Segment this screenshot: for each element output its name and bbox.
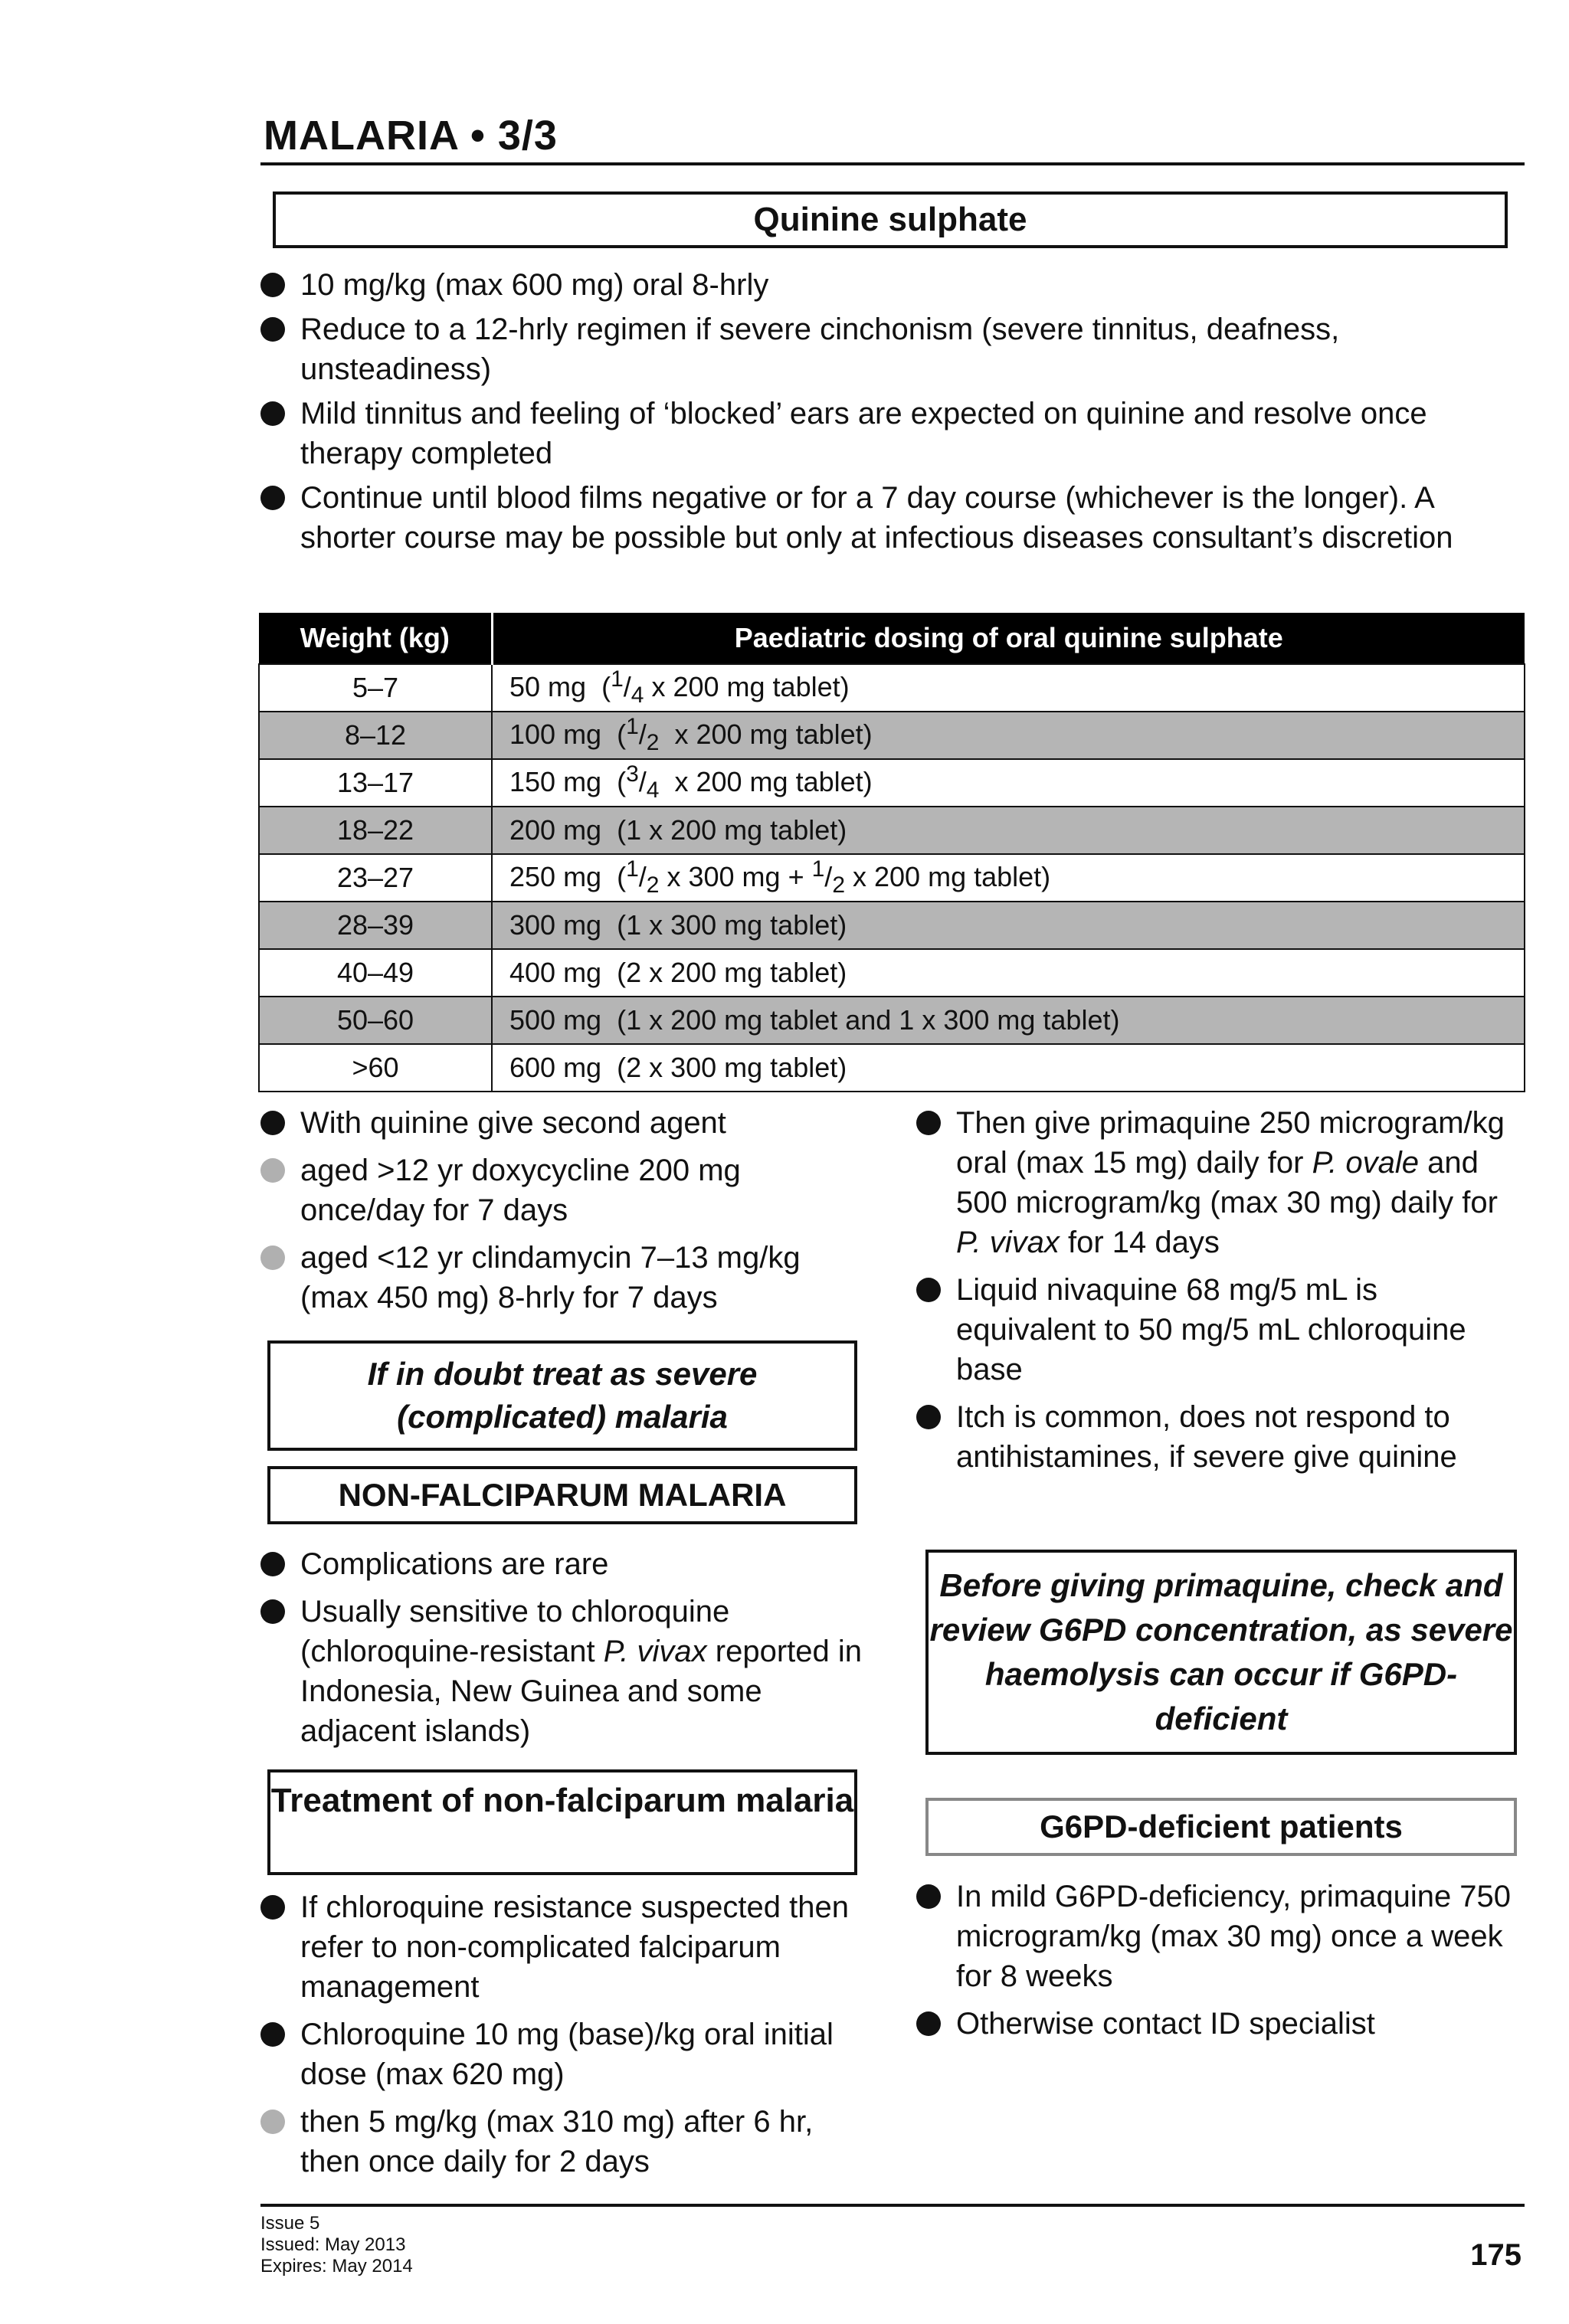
list-item: Complications are rare	[260, 1544, 866, 1584]
second-agent-list	[260, 1103, 866, 1317]
non-falciparum-list	[260, 1544, 866, 1751]
weight-cell: 5–7	[259, 664, 492, 712]
table-row	[259, 712, 1525, 759]
list-item: In mild G6PD-deficiency, primaquine 750 microgram/kg (max 30 mg) once a week for 8 weeks	[916, 1877, 1522, 1996]
g6pd-list	[916, 1877, 1522, 2044]
quinine-heading-box	[273, 191, 1508, 248]
weight-cell: 28–39	[259, 902, 492, 949]
table-row	[259, 664, 1525, 712]
weight-cell: 23–27	[259, 854, 492, 902]
weight-cell: 13–17	[259, 759, 492, 807]
table-header-row	[259, 613, 1525, 664]
treatment-list	[260, 1887, 866, 2182]
doubt-warning-box	[267, 1340, 857, 1451]
dose-cell: 500 mg (1 x 200 mg tablet and 1 x 300 mg tablet)	[492, 997, 1525, 1044]
dose-cell: 150 mg ($^3/_4$ x 200 mg tablet)	[492, 759, 1525, 807]
g6pd-warning-text: Before giving primaquine, check and review G6PD concentration, as severe haemolysis can occur if G6PD-deficient	[929, 1567, 1513, 1736]
table-row	[259, 1044, 1525, 1092]
list-item: then 5 mg/kg (max 310 mg) after 6 hr, then once daily for 2 days	[260, 2102, 866, 2182]
footer-meta	[260, 2213, 413, 2277]
list-item: aged <12 yr clindamycin 7–13 mg/kg (max 450 mg) 8-hrly for 7 days	[260, 1238, 866, 1317]
page-number: 175	[1470, 2238, 1522, 2272]
dose-cell: 100 mg ($^1/_2$ x 200 mg tablet)	[492, 712, 1525, 759]
dose-cell: 200 mg (1 x 200 mg tablet)	[492, 807, 1525, 854]
list-item: Reduce to a 12-hrly regimen if severe cinchonism (severe tinnitus, deafness, unsteadiness)	[260, 309, 1525, 389]
weight-cell: 40–49	[259, 949, 492, 997]
footer-divider	[260, 2204, 1525, 2207]
list-item: With quinine give second agent	[260, 1103, 866, 1143]
table-row	[259, 759, 1525, 807]
g6pd-warning-box	[925, 1550, 1517, 1755]
table-row	[259, 997, 1525, 1044]
dose-cell: 400 mg (2 x 200 mg tablet)	[492, 949, 1525, 997]
treatment-heading-box	[267, 1769, 857, 1875]
issued-date: Issued: May 2013	[260, 2234, 406, 2255]
table-row	[259, 949, 1525, 997]
quinine-heading: Quinine sulphate	[753, 201, 1027, 238]
quinine-bullet-list	[260, 265, 1525, 558]
treatment-heading: Treatment of non-falciparum malaria	[270, 1782, 854, 1819]
page-title: MALARIA • 3/3	[264, 113, 558, 159]
paediatric-dosing-table	[258, 613, 1525, 1092]
dose-cell: 250 mg ($^1/_2$ x 300 mg + $^1/_2$ x 200 mg tablet)	[492, 854, 1525, 902]
weight-column-header: Weight (kg)	[259, 613, 492, 664]
weight-cell: 50–60	[259, 997, 492, 1044]
list-item: Liquid nivaquine 68 mg/5 mL is equivalent to 50 mg/5 mL chloroquine base	[916, 1270, 1522, 1389]
weight-cell: >60	[259, 1044, 492, 1092]
list-item: Then give primaquine 250 microgram/kg oral (max 15 mg) daily for P. ovale and 500 microgram/kg (max 30 mg) daily for P. vivax for 14 days	[916, 1103, 1522, 1262]
list-item: If chloroquine resistance suspected then refer to non-complicated falciparum management	[260, 1887, 866, 2007]
non-falciparum-heading: NON-FALCIPARUM MALARIA	[338, 1477, 787, 1513]
primaquine-list	[916, 1103, 1522, 1477]
dose-column-header: Paediatric dosing of oral quinine sulphate	[492, 613, 1525, 664]
table-row	[259, 854, 1525, 902]
title-divider	[260, 162, 1525, 165]
table-row	[259, 902, 1525, 949]
expiry-date: Expires: May 2014	[260, 2256, 413, 2277]
dose-cell: 300 mg (1 x 300 mg tablet)	[492, 902, 1525, 949]
list-item: Usually sensitive to chloroquine (chloroquine-resistant P. vivax reported in Indonesia, New Guinea and some adjacent islands)	[260, 1592, 866, 1751]
g6pd-heading-box	[925, 1798, 1517, 1856]
non-falciparum-heading-box	[267, 1466, 857, 1524]
list-item: aged >12 yr doxycycline 200 mg once/day for 7 days	[260, 1151, 866, 1230]
weight-cell: 18–22	[259, 807, 492, 854]
g6pd-heading: G6PD-deficient patients	[1040, 1808, 1403, 1844]
list-item: 10 mg/kg (max 600 mg) oral 8-hrly	[260, 265, 1525, 305]
dose-cell: 600 mg (2 x 300 mg tablet)	[492, 1044, 1525, 1092]
weight-cell: 8–12	[259, 712, 492, 759]
list-item: Mild tinnitus and feeling of ‘blocked’ ears are expected on quinine and resolve once therapy completed	[260, 394, 1525, 473]
list-item: Itch is common, does not respond to antihistamines, if severe give quinine	[916, 1397, 1522, 1477]
list-item: Otherwise contact ID specialist	[916, 2004, 1522, 2044]
doubt-warning-text: If in doubt treat as severe (complicated) malaria	[367, 1356, 758, 1435]
table-row	[259, 807, 1525, 854]
dose-cell: 50 mg ($^1/_4$ x 200 mg tablet)	[492, 664, 1525, 712]
list-item: Continue until blood films negative or for a 7 day course (whichever is the longer). A shorter course may be possible but only at infectious diseases consultant’s discretion	[260, 478, 1525, 558]
issue-number: Issue 5	[260, 2213, 320, 2234]
list-item: Chloroquine 10 mg (base)/kg oral initial dose (max 620 mg)	[260, 2015, 866, 2094]
